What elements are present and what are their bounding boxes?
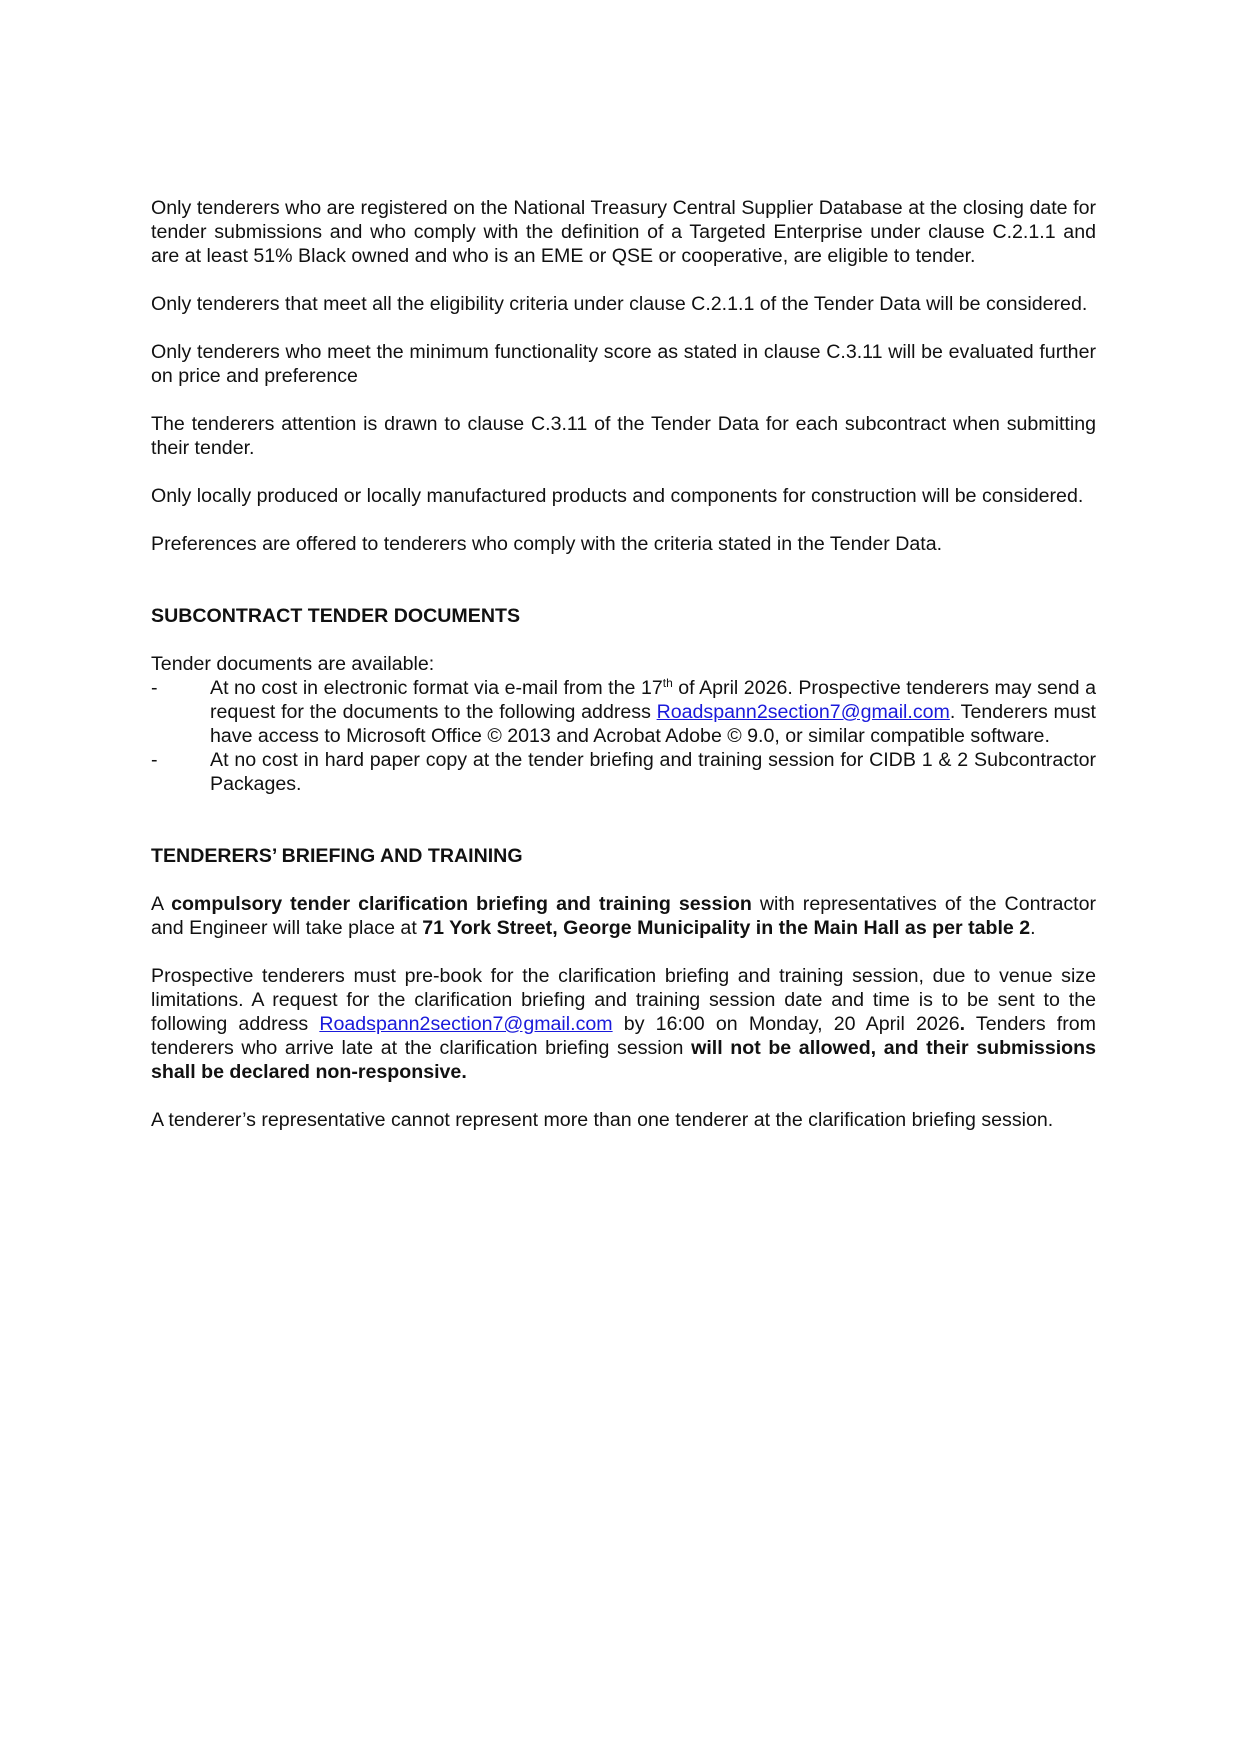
representative-paragraph: A tenderer’s representative cannot represent more than one tenderer at the clarification briefing session.: [151, 1109, 1054, 1131]
bullet-dash: -: [151, 677, 158, 699]
subcontract-documents-heading: SUBCONTRACT TENDER DOCUMENTS: [151, 605, 521, 627]
list-item: [151, 676, 1096, 748]
eligibility-paragraph: Only tenderers who are registered on the National Treasury Central Supplier Database at the closing date for tender submissions and who comply with the definition of a Targeted Enterprise under clause C.2.1.1 and are at least 51% Black owned and who is an EME or QSE or cooperative, are eligible to tender.: [151, 197, 1096, 267]
functionality-score-paragraph: Only tenderers who meet the minimum functionality score as stated in clause C.3.11 will be evaluated further on price and preference: [151, 341, 1096, 387]
preferences-paragraph: Preferences are offered to tenderers who comply with the criteria stated in the Tender Data.: [151, 533, 943, 555]
local-products-paragraph: Only locally produced or locally manufactured products and components for construction will be considered.: [151, 485, 1084, 507]
briefing-training-heading: TENDERERS’ BRIEFING AND TRAINING: [151, 845, 523, 867]
documents-intro: Tender documents are available:: [151, 653, 435, 675]
bullet-dash: -: [151, 749, 158, 771]
list-item-text: At no cost in hard paper copy at the tender briefing and training session for CIDB 1 & 2 Subcontractor Packages.: [210, 749, 1096, 795]
eligibility-criteria-paragraph: Only tenderers that meet all the eligibility criteria under clause C.2.1.1 of the Tender Data will be considered.: [151, 293, 1088, 315]
email-link[interactable]: Roadspann2section7@gmail.com: [656, 701, 950, 723]
list-item-text: At no cost in electronic format via e-mail from the 17th of April 2026. Prospective tenderers may send a request for the documents to the following address Roadspann2section7@gmail.com. Tenderers must have access to Microsoft Office © 2013 and Acrobat Adobe © 9.0, or similar compatible software.: [210, 676, 1096, 747]
list-item: [151, 748, 1096, 796]
pre-book-paragraph: Prospective tenderers must pre-book for the clarification briefing and training session, due to venue size limitations. A request for the clarification briefing and training session date and time is to be sent to the following address Roadspann2section7@gmail.com by 16:00 on Monday, 20 April 2026. Tenders from tenderers who arrive late at the clarification briefing session will not be allowed, and their submissions shall be declared non-responsive.: [151, 965, 1096, 1083]
attention-paragraph: The tenderers attention is drawn to clause C.3.11 of the Tender Data for each subcontract when submitting their tender.: [151, 413, 1096, 459]
email-link[interactable]: Roadspann2section7@gmail.com: [319, 1013, 613, 1035]
compulsory-briefing-paragraph: A compulsory tender clarification briefing and training session with representatives of the Contractor and Engineer will take place at 71 York Street, George Municipality in the Main Hall as per table 2.: [151, 893, 1097, 939]
document-page: [151, 196, 1096, 1132]
